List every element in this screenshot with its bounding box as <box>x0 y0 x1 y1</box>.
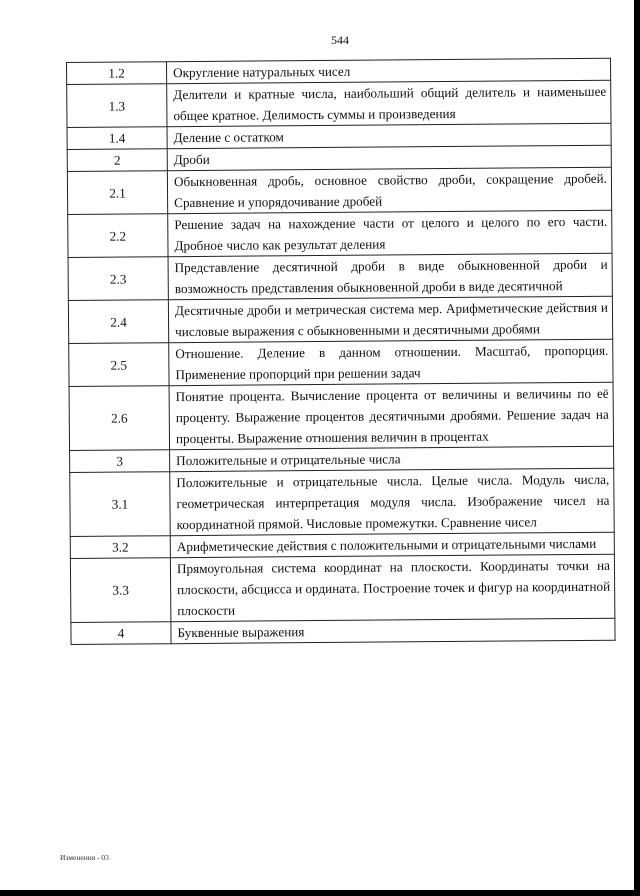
table-row <box>69 382 613 450</box>
section-number: 3.1 <box>70 472 170 537</box>
table-row <box>67 80 611 127</box>
section-title: Буквенные выражения <box>171 618 615 643</box>
section-title: Понятие процента. Вычисление процента от величины и величины по её проценту. Выражение процентов десятичными дробями. Решение задач на проценты. Выражение отношения величин в процентах <box>169 382 613 449</box>
section-number: 3.3 <box>70 558 170 623</box>
section-title: Арифметические действия с положительными и отрицательными числами <box>170 532 614 557</box>
section-title: Делители и кратные числа, наибольший общий делитель и наименьшее общее кратное. Делимость суммы и произведения <box>167 80 611 126</box>
table-row <box>67 167 611 214</box>
section-title: Положительные и отрицательные числа. Целые числа. Модуль числа, геометрическая интерпретация модуля числа. Изображение чисел на координатной прямой. Числовые промежутки. Сравнение чисел <box>170 468 614 535</box>
section-number: 2.4 <box>68 300 168 344</box>
section-number: 2.3 <box>68 257 168 301</box>
section-title: Положительные и отрицательные числа <box>170 446 614 471</box>
section-number: 2.6 <box>69 386 169 451</box>
section-title: Решение задач на нахождение части от целого и целого по его части. Дробное число как результат деления <box>168 210 612 256</box>
section-number: 4 <box>71 622 171 645</box>
section-title: Округление натуральных чисел <box>167 58 611 83</box>
table-row <box>69 339 613 386</box>
curriculum-table <box>66 58 616 645</box>
table-row <box>68 253 612 300</box>
section-number: 2.2 <box>68 214 168 258</box>
table-row <box>70 554 614 622</box>
curriculum-table-wrapper <box>66 58 615 645</box>
section-number: 3.2 <box>70 536 170 559</box>
table-row <box>70 468 614 536</box>
section-number: 2 <box>67 149 167 172</box>
table-row <box>68 296 612 343</box>
page-number: 544 <box>331 33 349 47</box>
section-title: Отношение. Деление в данном отношении. Масштаб, пропорция. Применение пропорций при решении задач <box>169 339 613 385</box>
table-row <box>71 618 615 644</box>
section-number: 1.3 <box>67 84 167 128</box>
section-title: Прямоугольная система координат на плоскости. Координаты точки на плоскости, абсцисса и ордината. Построение точек и фигур на координатной плоскости <box>170 554 614 621</box>
section-title: Деление с остатком <box>167 123 611 148</box>
section-title: Дроби <box>167 145 611 170</box>
table-row <box>68 210 612 257</box>
section-number: 1.2 <box>67 62 167 85</box>
section-number: 1.4 <box>67 127 167 150</box>
section-title: Обыкновенная дробь, основное свойство дроби, сокращение дробей. Сравнение и упорядочивание дробей <box>167 167 611 213</box>
section-number: 2.5 <box>69 343 169 387</box>
section-number: 3 <box>70 450 170 473</box>
section-title: Представление десятичной дроби в виде обыкновенной дроби и возможность представления обыкновенной дроби в виде десятичной <box>168 253 612 299</box>
section-number: 2.1 <box>67 171 167 215</box>
section-title: Десятичные дроби и метрическая система мер. Арифметические действия и числовые выражения с обыкновенными и десятичными дробями <box>168 296 612 342</box>
revision-footer: Изменения - 03 <box>60 853 109 862</box>
